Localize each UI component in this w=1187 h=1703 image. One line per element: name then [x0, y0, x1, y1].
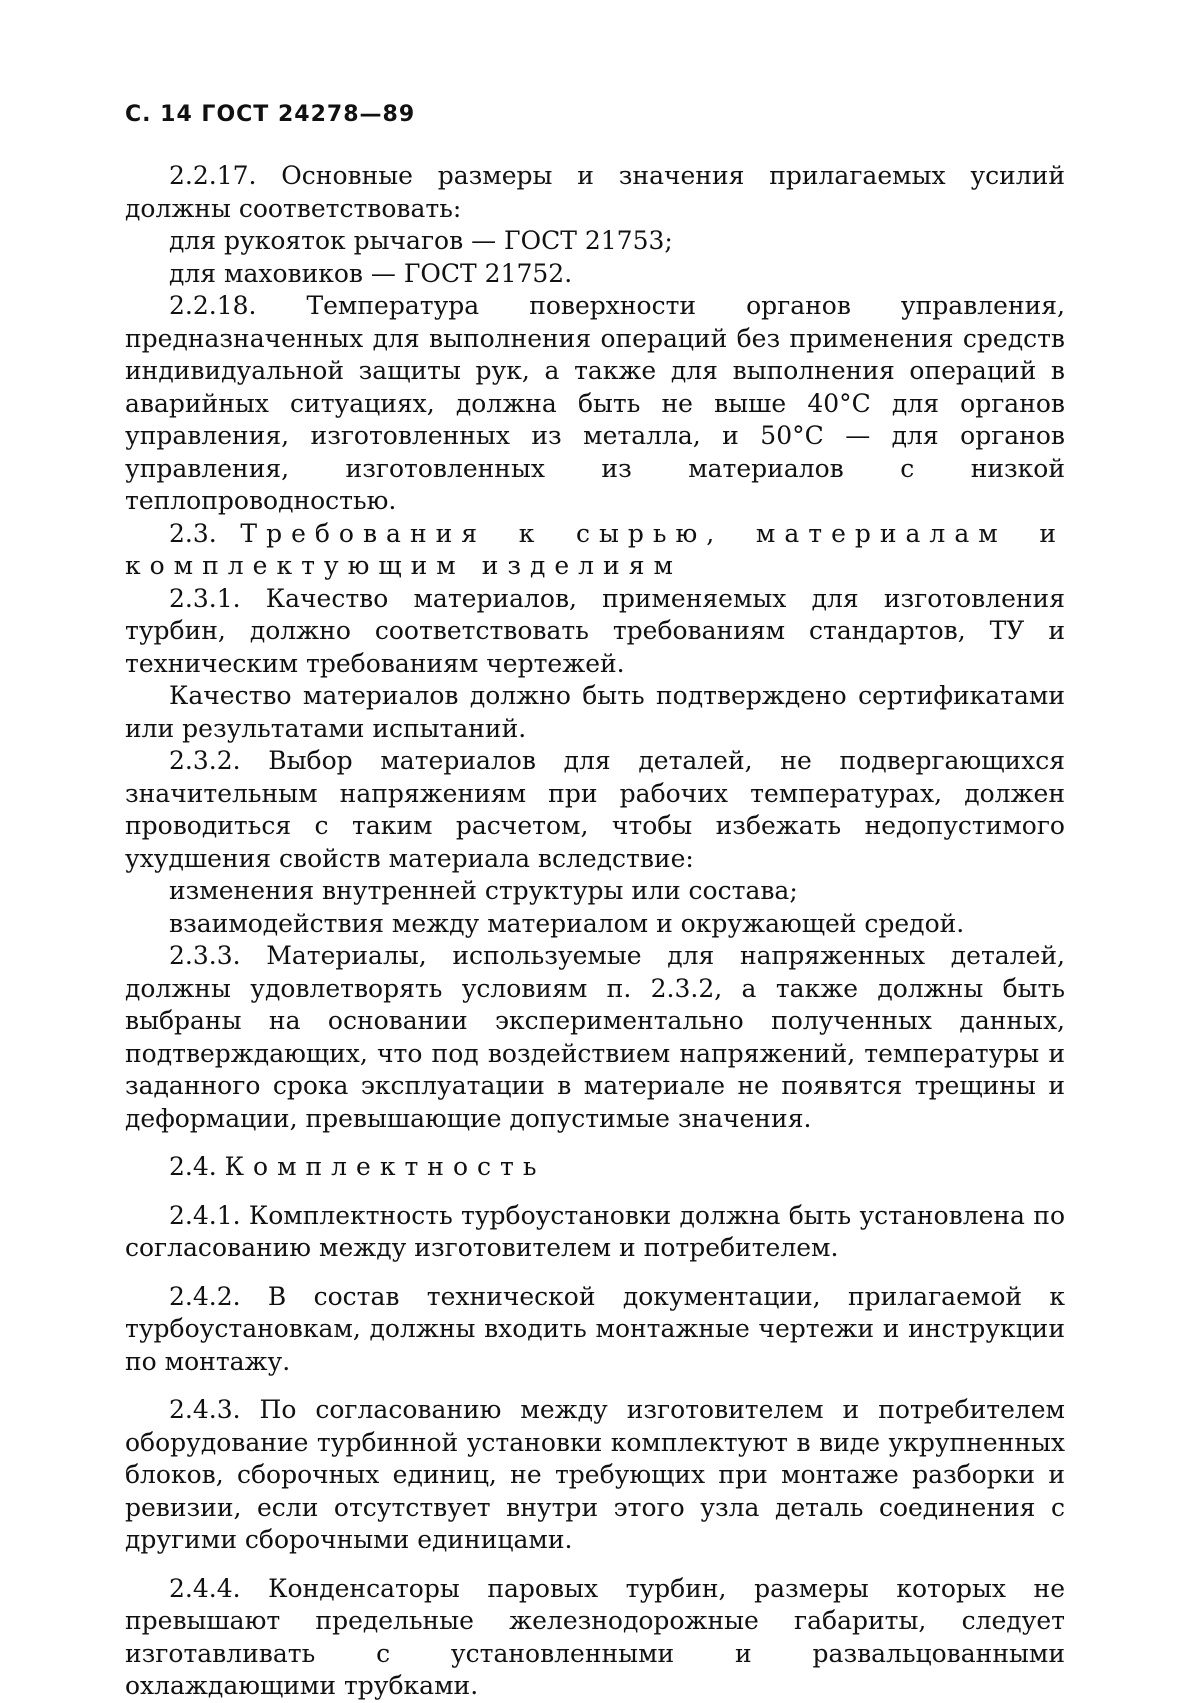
section-number: 2.3. — [169, 518, 217, 548]
section-heading-2-4 — [125, 1151, 1065, 1184]
page-header: С. 14 ГОСТ 24278—89 — [125, 102, 416, 127]
clause-2-4-3: 2.4.3. По согласованию между изготовителем и потребителем оборудование турбинной установки комплектуют в виде укрупненных блоков, сборочных единиц, не требующих при монтаже разборки и ревизии, если отсутствует внутри этого узла деталь соединения с другими сборочными единицами. — [125, 1395, 1065, 1554]
section-heading-2-3 — [125, 518, 1065, 583]
paragraph: Качество материалов должно быть подтверждено сертификатами или результатами испытаний. — [125, 681, 1065, 743]
section-title: Комплектность — [224, 1152, 546, 1181]
clause-2-3-3: 2.3.3. Материалы, используемые для напряженных деталей, должны удовлетворять условиям п. 2.3.2, а также должны быть выбраны на основании экспериментально полученных данных, подтверждающих, что под воздействием напряжений, температуры и заданного срока эксплуатации в материале не появятся трещины и деформации, превышающие допустимые значения. — [125, 941, 1065, 1133]
clause-2-3-1: 2.3.1. Качество материалов, применяемых для изготовления турбин, должно соответствовать требованиям стандартов, ТУ и техническим требованиям чертежей. — [125, 583, 1065, 678]
list-item: для маховиков — ГОСТ 21752. — [169, 258, 573, 288]
section-number: 2.4. — [169, 1152, 217, 1181]
list-item: взаимодействия между материалом и окружающей средой. — [169, 908, 965, 938]
clause-2-2-18: 2.2.18. Температура поверхности органов управления, предназначенных для выполнения операций без применения средств индивидуальной защиты рук, а также для выполнения операций в аварийных ситуациях, должна быть не выше 40°С для органов управления, изготовленных из металла, и 50°С — для органов управления, изготовленных из материалов с низкой теплопроводностью. — [125, 291, 1065, 515]
section-title: Требования к сырью, материалам и комплектующим изделиям — [125, 518, 1065, 580]
clause-2-4-2: 2.4.2. В состав технической документации, прилагаемой к турбоустановкам, должны входить монтажные чертежи и инструкции по монтажу. — [125, 1281, 1065, 1376]
document-body — [125, 160, 1065, 1703]
list-item: для рукояток рычагов — ГОСТ 21753; — [169, 226, 673, 255]
clause-2-4-4: 2.4.4. Конденсаторы паровых турбин, размеры которых не превышают предельные железнодорожные габариты, следует изготавливать с установленными и развальцованными охлаждающими трубками. — [125, 1573, 1065, 1700]
clause-2-4-1: 2.4.1. Комплектность турбоустановки должна быть установлена по согласованию между изготовителем и потребителем. — [125, 1200, 1065, 1262]
list-item: изменения внутренней структуры или состава; — [169, 876, 798, 905]
clause-2-2-17: 2.2.17. Основные размеры и значения прилагаемых усилий должны соответствовать: — [125, 161, 1065, 223]
clause-2-3-2: 2.3.2. Выбор материалов для деталей, не подвергающихся значительным напряжениям при рабочих температурах, должен проводиться с таким расчетом, чтобы избежать недопустимого ухудшения свойств материала вследствие: — [125, 746, 1065, 873]
